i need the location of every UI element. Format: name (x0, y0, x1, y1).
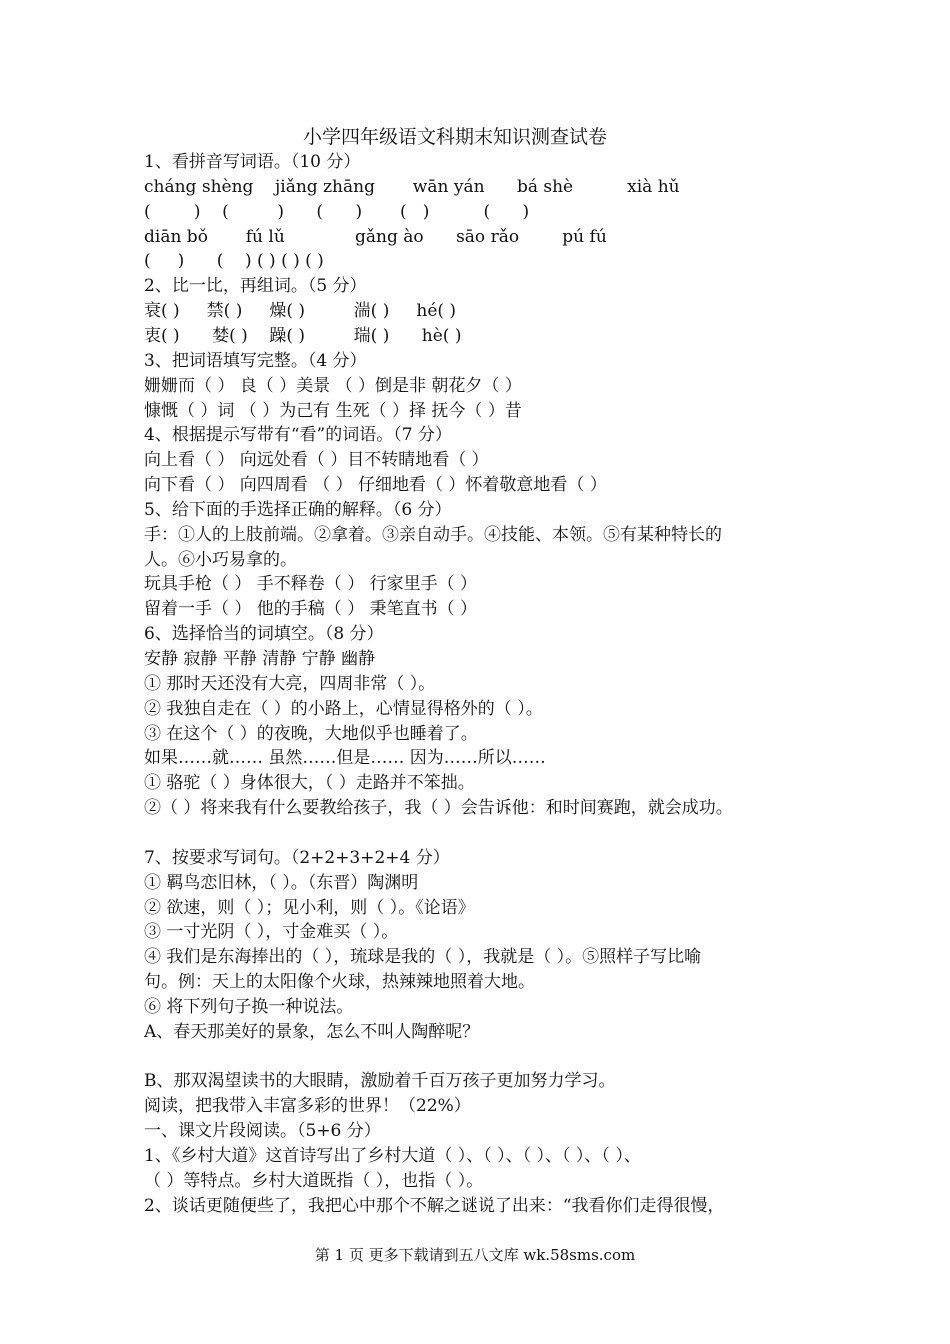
text-line: 句。例：天上的太阳像个火球，热辣辣地照着大地。 (144, 972, 535, 993)
page-title: 小学四年级语文科期末知识测查试卷 (302, 126, 607, 148)
text-line: 5、给下面的手选择正确的解释。（6 分） (144, 499, 452, 520)
text-line: ① 羁鸟恋旧林，（ ）。（东晋）陶渊明 (144, 872, 419, 893)
text-line: 6、选择恰当的词填空。（8 分） (144, 624, 384, 645)
text-line: （ ）等特点。乡村大道既指（ ），也指（ ）。 (144, 1170, 484, 1191)
text-line: A、春天那美好的景象，怎么不叫人陶醉呢？ (144, 1021, 480, 1042)
text-line: ⑥ 将下列句子换一种说法。 (144, 996, 354, 1017)
text-line: ① 那时天还没有大亮，四周非常（ ）。 (144, 673, 436, 694)
text-line: 安静 寂静 平静 清静 宁静 幽静 (144, 649, 376, 669)
text-line: cháng shèng jiǎng zhāng wān yán bá shè xià hǔ (144, 176, 680, 197)
text-line: 姗姗而（ ） 良（ ）美景 （ ）倒是非 朝花夕（ ） (144, 375, 522, 396)
text-line: 2、比一比，再组词。（5 分） (144, 276, 367, 297)
text-line: ③ 在这个（ ）的夜晚，大地似乎也睡着了。 (144, 723, 478, 744)
text-line: 慷慨（ ）词 （ ）为己有 生死（ ）择 抚今（ ）昔 (144, 400, 522, 421)
text-line: ②（ ）将来我有什么要教给孩子，我（ ）会告诉他：和时间赛跑，就会成功。 (144, 798, 733, 819)
text-line: 1、《乡村大道》这首诗写出了乡村大道（ ）、（ ）、（ ）、（ ）、（ ）、 (144, 1146, 641, 1166)
text-line: 1、看拼音写词语。（10 分） (144, 152, 361, 172)
text-line: 向下看（ ） 向四周看 （ ） 仔细地看（ ）怀着敬意地看（ ） (144, 475, 607, 496)
page-footer: 第 1 页 更多下载请到五八文库 wk.58sms.com (314, 1246, 636, 1264)
text-line: 衰( ) 禁( ) 燥( ) 湍( ) hé( ) (144, 301, 457, 322)
text-line: ③ 一寸光阴（ ），寸金难买（ ）。 (144, 922, 399, 943)
text-line: 3、把词语填写完整。（4 分） (144, 350, 367, 371)
text-line: 衷( ) 婪( ) 躁( ) 瑞( ) hè( ) (144, 325, 462, 346)
text-line: B、那双渴望读书的大眼睛，激励着千百万孩子更加努力学习。 (144, 1071, 616, 1092)
text-line: ① 骆驼（ ）身体很大，（ ）走路并不笨拙。 (144, 773, 475, 794)
text-line: ( ) ( ) ( ) ( ) ( ) (144, 201, 530, 222)
text-line: 向上看（ ） 向远处看（ ）目不转睛地看（ ） (144, 450, 489, 471)
text-line: 2、谈话更随便些了，我把心中那个不解之谜说了出来：“我看你们走得很慢， (144, 1195, 725, 1216)
text-line: 一、课文片段阅读。（5+6 分） (144, 1121, 381, 1142)
text-line: 人。⑥小巧易拿的。 (144, 549, 297, 570)
text-line: 阅读，把我带入丰富多彩的世界！（22%） (144, 1096, 471, 1117)
text-line: 7、按要求写词句。（2+2+3+2+4 分） (144, 847, 450, 868)
text-line: 4、根据提示写带有“看”的词语。（7 分） (144, 425, 452, 446)
text-line: 如果……就…… 虽然……但是…… 因为……所以…… (144, 748, 546, 769)
text-line: 玩具手枪（ ） 手不释卷（ ） 行家里手（ ） (144, 574, 478, 595)
text-line: ② 欲速，则（ ）；见小利，则（ ）。《论语》 (144, 897, 475, 918)
text-line: ④ 我们是东海捧出的（ ），琉球是我的（ ），我就是（ ）。⑤照样子写比喻 (144, 947, 702, 968)
text-line: ② 我独自走在（ ）的小路上，心情显得格外的（ ）。 (144, 698, 543, 719)
text-line: 留着一手（ ） 他的手稿（ ） 秉笔直书（ ） (144, 599, 478, 620)
text-line: ( ) ( ) ( ) ( ) ( ) (144, 251, 324, 272)
text-line: diān bǒ fú lǔ gǎng ào sāo rǎo pú fú (144, 226, 607, 247)
text-line: 手：①人的上肢前端。②拿着。③亲自动手。④技能、本领。⑤有某种特长的 (144, 524, 722, 545)
